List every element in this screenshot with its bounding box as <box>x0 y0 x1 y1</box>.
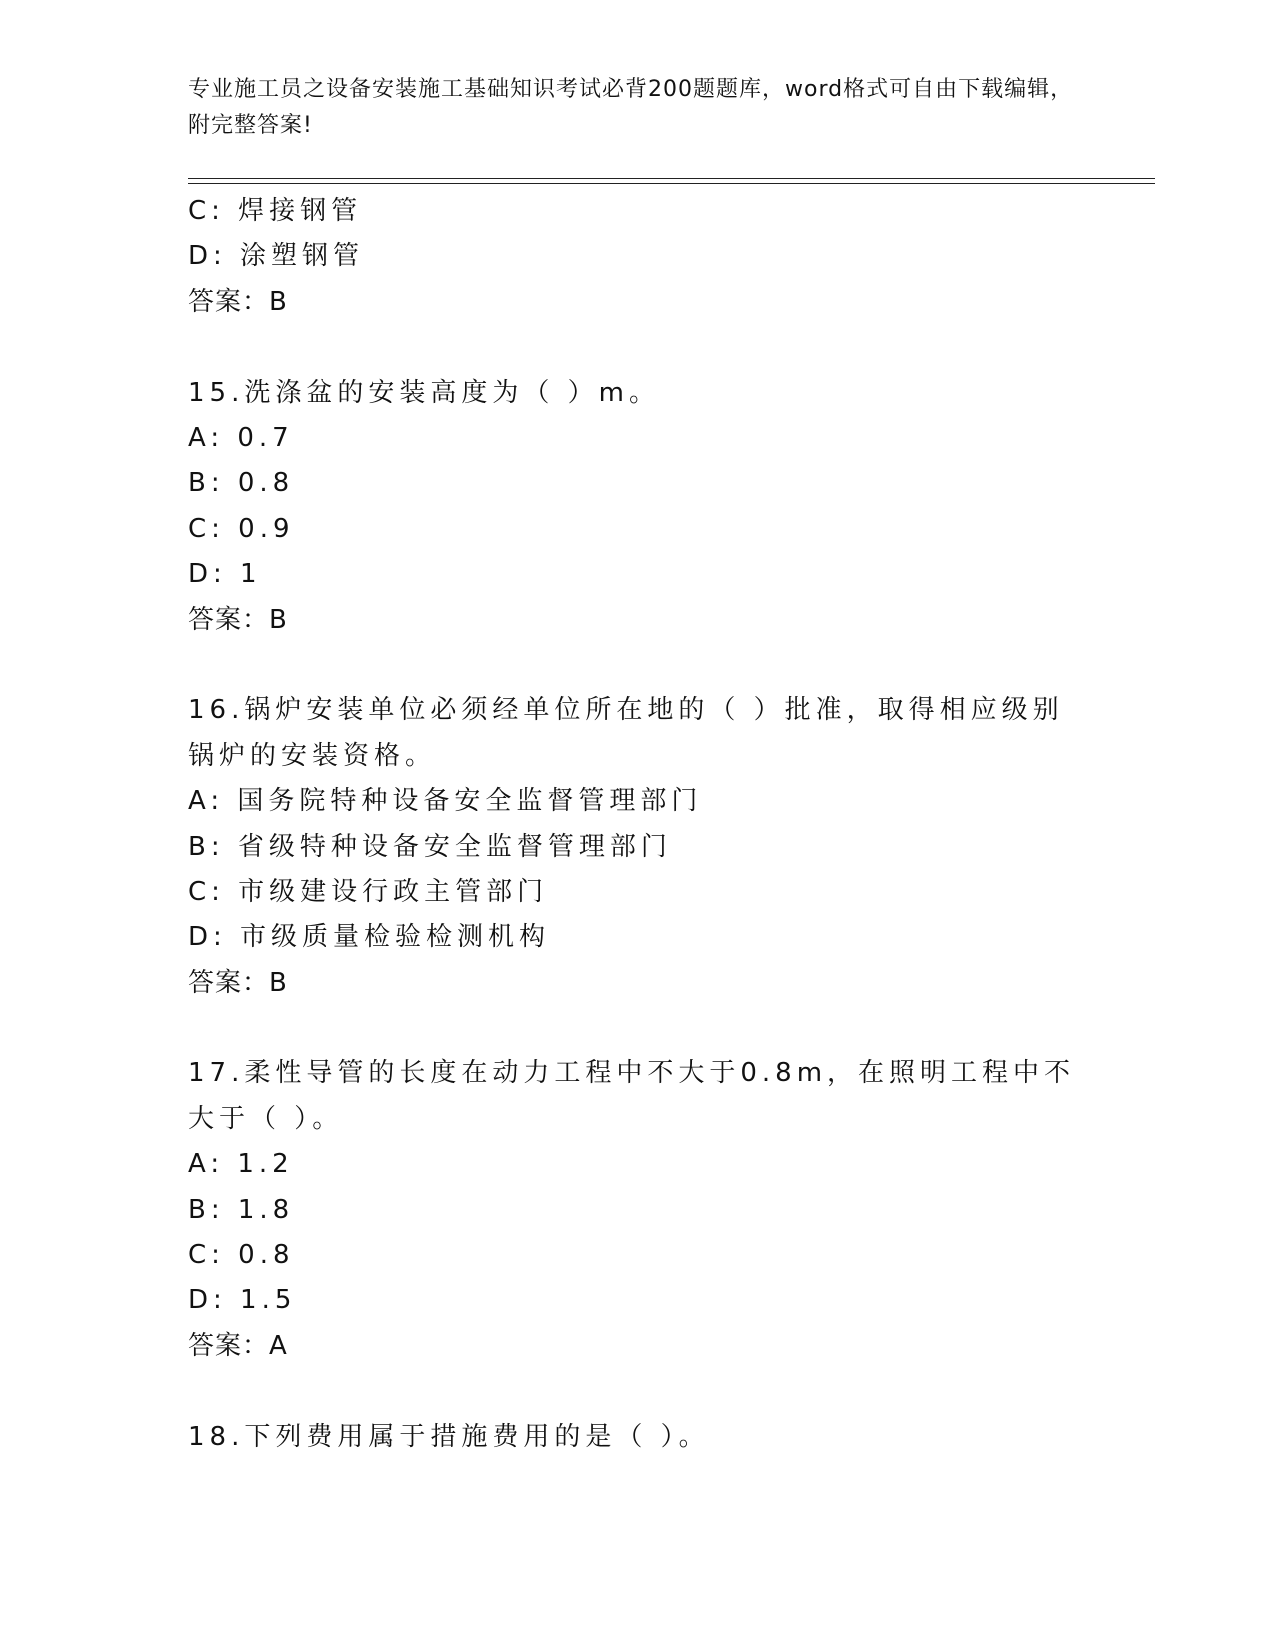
question-list <box>188 189 1088 1460</box>
option-d: D: 涂塑钢管 <box>188 241 365 272</box>
header-divider-top <box>188 178 1155 179</box>
answer-line: 答案：B <box>188 967 288 998</box>
option-a: A: 国务院特种设备安全监督管理部门 <box>188 786 703 817</box>
option-c: C: 0.8 <box>188 1240 295 1271</box>
question-stem: 15.洗涤盆的安装高度为（ ）m。 <box>188 377 660 408</box>
spacer <box>188 325 1088 370</box>
option-b: B: 0.8 <box>188 468 295 499</box>
option-d: D: 1.5 <box>188 1285 297 1316</box>
question-stem: 16.锅炉安装单位必须经单位所在地的（ ）批准，取得相应级别锅炉的安装资格。 <box>188 695 1064 771</box>
option-a: A: 0.7 <box>188 422 294 453</box>
option-a: A: 1.2 <box>188 1149 294 1180</box>
option-c: C: 0.9 <box>188 513 295 544</box>
option-c: C: 焊接钢管 <box>188 196 363 226</box>
document-header <box>188 72 1088 144</box>
answer-line: 答案：B <box>188 286 288 317</box>
header-divider-bottom <box>188 183 1155 184</box>
option-d: D: 市级质量检验检测机构 <box>188 922 551 953</box>
spacer <box>188 1006 1088 1051</box>
spacer <box>188 1369 1088 1414</box>
option-b: B: 省级特种设备安全监督管理部门 <box>188 831 672 862</box>
question-stem: 17.柔性导管的长度在动力工程中不大于0.8m，在照明工程中不大于（ ）。 <box>188 1058 1076 1134</box>
answer-line: 答案：B <box>188 604 288 635</box>
answer-line: 答案：A <box>188 1330 288 1361</box>
question-stem: 18.下列费用属于措施费用的是（ ）。 <box>188 1421 710 1452</box>
spacer <box>188 643 1088 688</box>
option-c: C: 市级建设行政主管部门 <box>188 876 549 907</box>
option-d: D: 1 <box>188 559 262 590</box>
document-title: 专业施工员之设备安装施工基础知识考试必背200题题库，word格式可自由下载编辑，附完整答案! <box>188 77 1074 138</box>
option-b: B: 1.8 <box>188 1194 295 1225</box>
